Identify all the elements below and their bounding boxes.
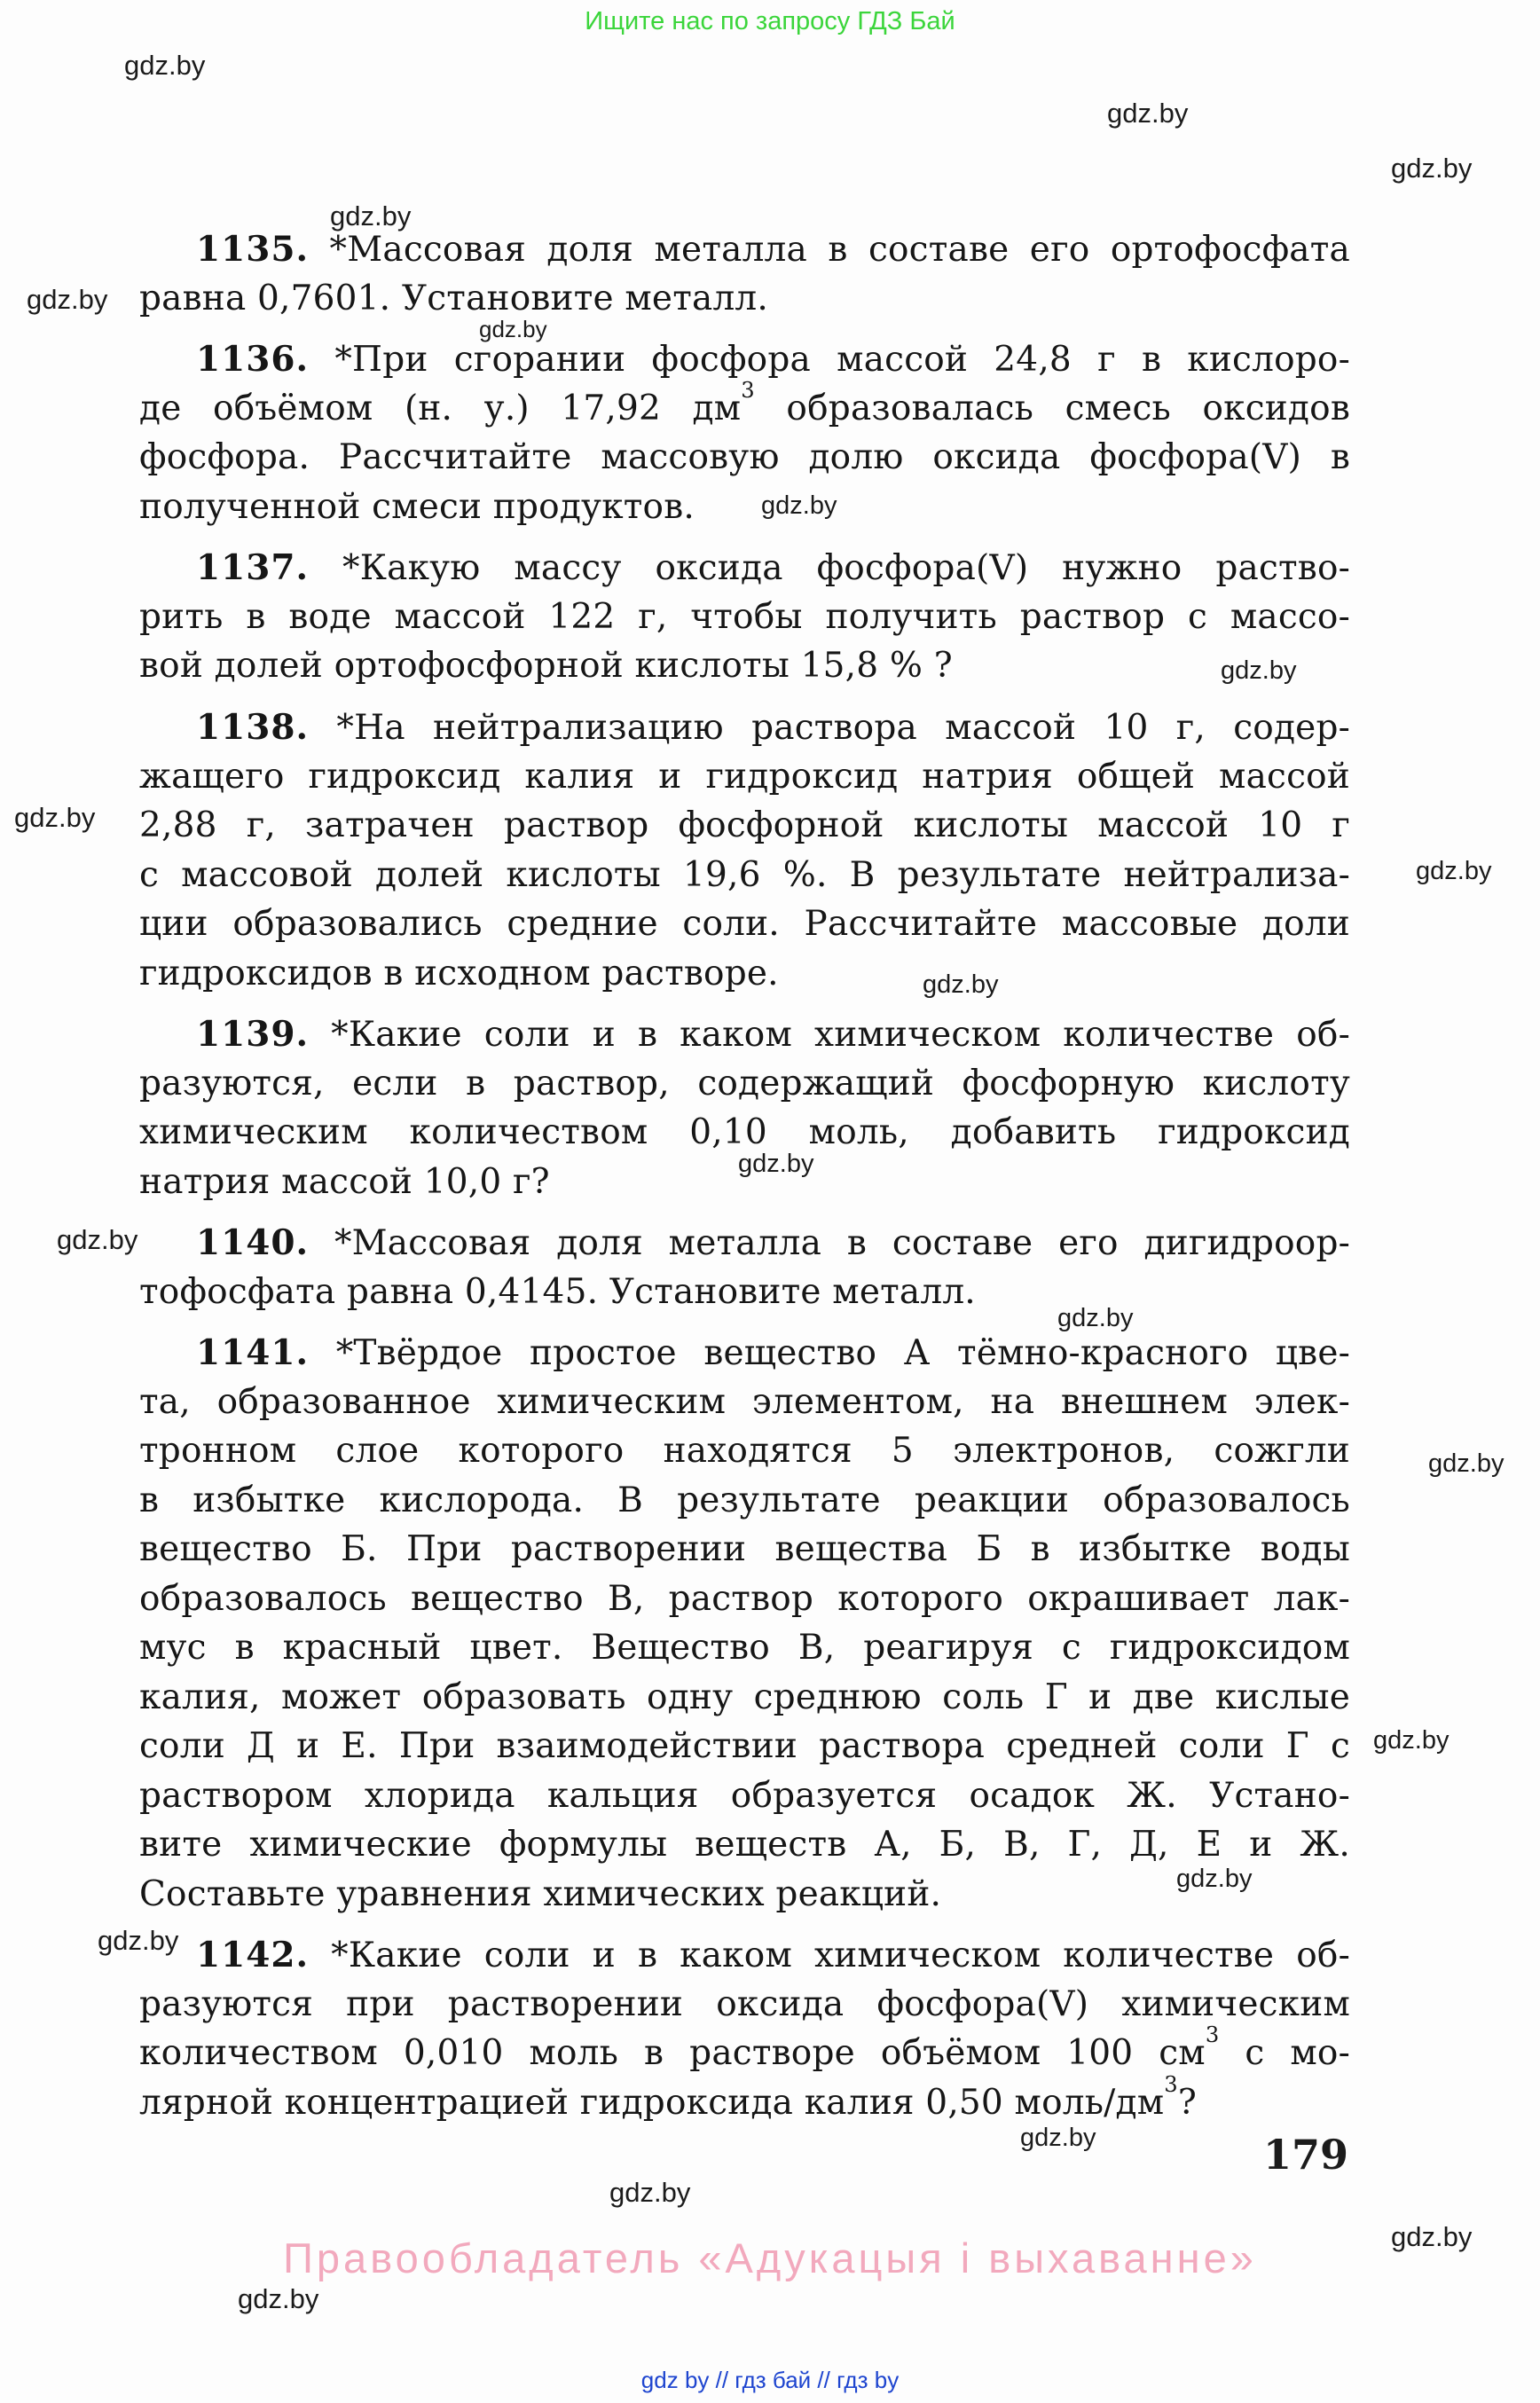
watermark-gdz: gdz.by (1391, 153, 1473, 184)
problem-number: 1136. (196, 339, 310, 380)
problem-number: 1142. (196, 1935, 310, 1975)
watermark-gdz: gdz.by (124, 50, 206, 81)
watermark-gdz: gdz.by (479, 316, 547, 342)
watermark-gdz: gdz.by (609, 2177, 691, 2208)
watermark-gdz: gdz.by (1373, 1726, 1450, 1755)
watermark-gdz: gdz.by (1020, 2124, 1096, 2152)
problem-number: 1139. (196, 1014, 310, 1055)
superscript: 3 (1205, 2022, 1220, 2048)
problem-number: 1138. (196, 707, 310, 748)
text-line: 1140. *Массовая доля металла в составе его дигидроор- (196, 1222, 1350, 1263)
text-line: жащего гидроксид калия и гидроксид натрия общей массой (139, 756, 1350, 797)
text-line: ции образовались средние соли. Рассчитайте массовые доли (139, 904, 1350, 944)
watermark-gdz: gdz.by (57, 1224, 138, 1255)
watermark-gdz: gdz.by (1057, 1304, 1134, 1332)
text-line: 1141. *Твёрдое простое вещество А тёмно-красного цве- (196, 1332, 1350, 1373)
watermark-gdz: gdz.by (14, 802, 96, 833)
text-line: раствором хлорида кальция образуется осадок Ж. Устано- (139, 1775, 1350, 1816)
text-line: 1137. *Какую массу оксида фосфора(V) нужно раство- (196, 547, 1350, 588)
text-line: тофосфата равна 0,4145. Установите металл. (139, 1271, 976, 1312)
text-line: 1135. *Массовая доля металла в составе его ортофосфата (196, 229, 1350, 270)
superscript: 3 (1164, 2071, 1178, 2097)
page-number: 179 (1263, 2131, 1349, 2179)
text-line: тронном слое которого находятся 5 электронов, сожгли (139, 1431, 1350, 1471)
watermark-gdz: gdz.by (1107, 98, 1189, 129)
text-line: де объёмом (н. у.) 17,92 $дм^3$ образовалась смесь оксидов (139, 377, 1350, 428)
watermark-gdz: gdz.by (761, 491, 837, 520)
text-line: фосфора. Рассчитайте массовую долю оксида фосфора(V) в (139, 437, 1350, 477)
text-line: вещество Б. При растворении вещества Б в избытке воды (139, 1529, 1350, 1569)
watermark-gdz: gdz.by (1416, 857, 1492, 885)
text-line: 2,88 г, затрачен раствор фосфорной кислоты массой 10 г (139, 805, 1350, 845)
text-line: 1139. *Какие соли и в каком химическом количестве об- (196, 1014, 1350, 1055)
text-line: химическим количеством 0,10 моль, добавить гидроксид (139, 1112, 1350, 1152)
text-line: разуются при растворении оксида фосфора(V) химическим (139, 1983, 1350, 2024)
footer-links[interactable]: gdz by // гдз бай // гдз by (640, 2367, 900, 2393)
text-line: гидроксидов в исходном растворе. (139, 953, 779, 993)
text-line: 1142. *Какие соли и в каком химическом количестве об- (196, 1935, 1350, 1975)
text-line: калия, может образовать одну среднюю соль Г и две кислые (139, 1677, 1350, 1717)
problem-number: 1137. (196, 547, 310, 588)
text-line: образовалось вещество В, раствор которого окрашивает лак- (139, 1578, 1350, 1619)
text-line: натрия массой 10,0 г? (139, 1161, 550, 1202)
superscript: 3 (741, 377, 755, 403)
watermark-gdz: gdz.by (923, 970, 999, 999)
text-line: та, образованное химическим элементом, на внешнем элек- (139, 1381, 1350, 1422)
text-line: разуются, если в раствор, содержащий фосфорную кислоту (139, 1063, 1350, 1103)
watermark-gdz: gdz.by (1391, 2221, 1473, 2252)
watermark-gdz: gdz.by (27, 284, 108, 315)
problem-number: 1141. (196, 1332, 310, 1373)
text-line: 1138. *На нейтрализацию раствора массой 10 г, содер- (196, 707, 1350, 748)
watermark-gdz: gdz.by (1176, 1865, 1253, 1893)
text-line: с массовой долей кислоты 19,6 %. В результате нейтрализа- (139, 854, 1350, 895)
text-line: вите химические формулы веществ А, Б, В, Г, Д, Е и Ж. (139, 1825, 1350, 1865)
watermark-gdz: gdz.by (238, 2283, 319, 2314)
text-line: рить в воде массой 122 г, чтобы получить раствор с массо- (139, 596, 1350, 637)
text-line: равна 0,7601. Установите металл. (139, 278, 768, 318)
text-line: Составьте уравнения химических реакций. (139, 1873, 942, 1914)
watermark-gdz: gdz.by (98, 1925, 179, 1956)
text-line: соли Д и Е. При взаимодействии раствора средней соли Г с (139, 1726, 1350, 1766)
text-line: количеством 0,010 моль в растворе объёмом 100 $см^3$ с мо- (139, 2022, 1350, 2073)
text-line: полученной смеси продуктов. (139, 486, 695, 527)
problem-number: 1135. (196, 229, 310, 270)
text-line: лярной концентрацией гидроксида калия 0,50 моль/$дм^3$? (139, 2071, 1197, 2123)
text-line: вой долей ортофосфорной кислоты 15,8 % ? (139, 646, 953, 686)
text-line: 1136. *При сгорании фосфора массой 24,8 г в кислоро- (196, 339, 1350, 380)
text-line: в избытке кислорода. В результате реакции образовалось (139, 1480, 1350, 1520)
watermark-gdz: gdz.by (738, 1150, 814, 1178)
watermark-gdz: gdz.by (1221, 656, 1297, 685)
copyright-footer: Правообладатель «Адукацыя і выхаванне» (283, 2234, 1257, 2281)
watermark-gdz: gdz.by (1428, 1449, 1505, 1478)
text-line: мус в красный цвет. Вещество В, реагируя с гидроксидом (139, 1628, 1350, 1668)
problem-number: 1140. (196, 1222, 310, 1263)
promo-header: Ищите нас по запросу ГДЗ Бай (585, 7, 955, 35)
watermark-gdz: gdz.by (330, 200, 412, 232)
